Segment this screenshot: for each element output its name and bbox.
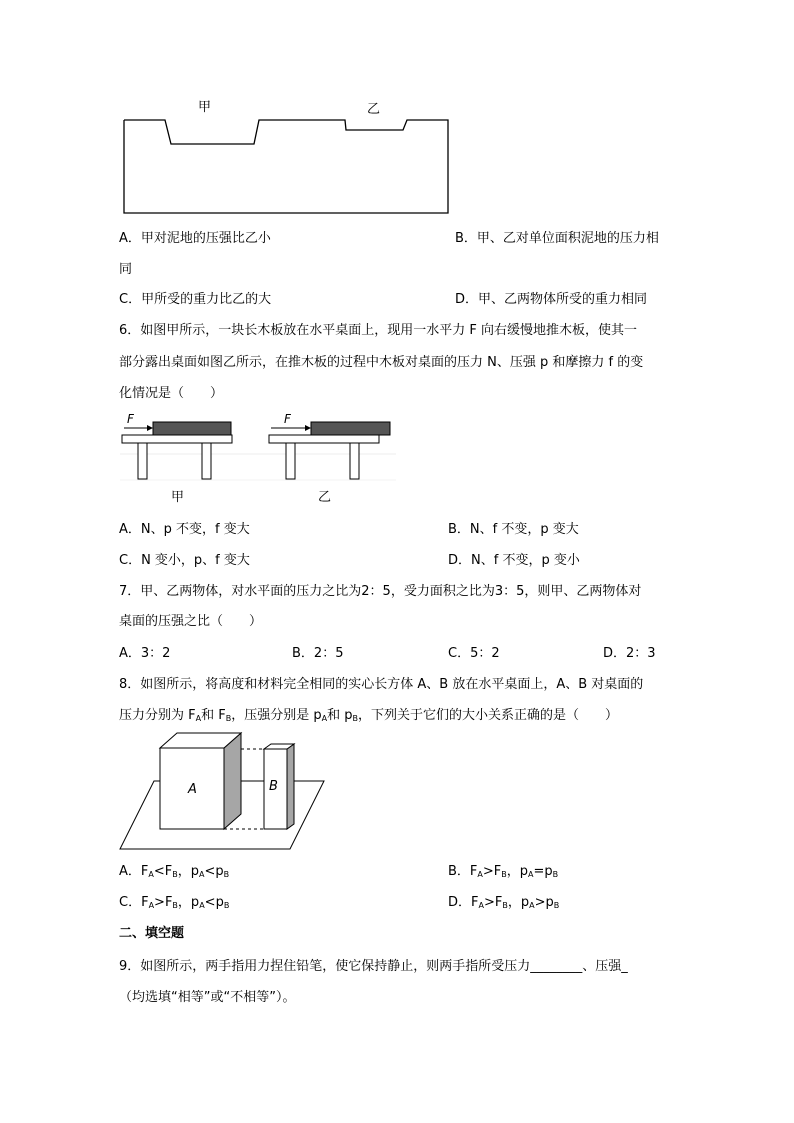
q6-stem-line2: 部分露出桌面如图乙所示，在推木板的过程中木板对桌面的压力 N、压强 p 和摩擦力 f 的变	[119, 355, 644, 370]
q6-fig-jia	[122, 412, 232, 505]
q8-block-b	[264, 744, 294, 829]
q9-stem-line2: （均选填“相等”或“不相等”）。	[119, 990, 296, 1005]
q6-force-label-jia: F	[127, 412, 134, 426]
q5-option-b: B．甲、乙对单位面积泥地的压力相	[455, 231, 659, 246]
section-title-fill-in: 二、填空题	[119, 926, 185, 941]
q7-stem-line2: 桌面的压强之比（ ）	[119, 614, 263, 629]
q6-option-c: C．N 变小，p、f 变大	[119, 553, 250, 568]
q6-option-a: A．N、p 不变，f 变大	[119, 522, 250, 537]
q5-label-jia: 甲	[198, 100, 212, 115]
q8-stem-line2: 压力分别为 $F_A$和 $F_B$，压强分别是 $p_A$和 $p_B$，下列关于它们的大小关系正确的是（ ）	[119, 708, 619, 723]
q8-option-b: B．$F_A>F_B$，$p_A=p_B$	[448, 864, 559, 879]
q5-option-b-cont: 同	[119, 262, 133, 277]
q6-figure	[118, 408, 398, 508]
q7-option-a: A．3：2	[119, 646, 171, 661]
q6-force-label-yi: F	[284, 412, 291, 426]
q8-option-c: C．$F_A>F_B$，$p_A<p_B$	[119, 895, 230, 910]
q6-board-yi	[311, 422, 390, 435]
q7-option-b: B．2：5	[292, 646, 344, 661]
q6-fig-yi	[269, 412, 390, 505]
q8-block-a	[160, 733, 241, 829]
q5-figure	[118, 96, 458, 218]
q8-label-b: B	[269, 779, 278, 794]
q5-option-d: D．甲、乙两物体所受的重力相同	[455, 292, 648, 307]
q6-label-jia: 甲	[171, 490, 185, 505]
q8-figure	[118, 728, 333, 856]
q6-option-d: D．N、f 不变，p 变小	[448, 553, 580, 568]
q5-label-yi: 乙	[367, 102, 381, 117]
q6-stem-line1: 6．如图甲所示，一块长木板放在水平桌面上，现用一水平力 F 向右缓慢地推木板，使其一	[119, 323, 638, 338]
q6-board-jia	[153, 422, 231, 435]
q7-option-d: D．2：3	[603, 646, 656, 661]
q8-option-d: D．$F_A>F_B$，$p_A>p_B$	[448, 895, 560, 910]
q8-stem-line1: 8．如图所示，将高度和材料完全相同的实心长方体 A、B 放在水平桌面上，A、B 对桌面的	[119, 677, 644, 692]
q6-option-b: B．N、f 不变，p 变大	[448, 522, 579, 537]
q5-option-c: C．甲所受的重力比乙的大	[119, 292, 272, 307]
q7-stem-line1: 7．甲、乙两物体，对水平面的压力之比为2：5，受力面积之比为3：5，则甲、乙两物体对	[119, 584, 642, 599]
q7-option-c: C．5：2	[448, 646, 500, 661]
q8-label-a: A	[188, 782, 197, 797]
q5-option-a: A．甲对泥地的压强比乙小	[119, 231, 271, 246]
q6-label-yi: 乙	[318, 490, 332, 505]
q5-ground-outline	[124, 120, 448, 213]
q9-stem-line1: 9．如图所示，两手指用力捏住铅笔，使它保持静止，则两手指所受压力________、压强_	[119, 959, 628, 974]
q6-stem-line3: 化情况是（ ）	[119, 386, 224, 401]
q8-option-a: A．$F_A<F_B$，$p_A<p_B$	[119, 864, 230, 879]
